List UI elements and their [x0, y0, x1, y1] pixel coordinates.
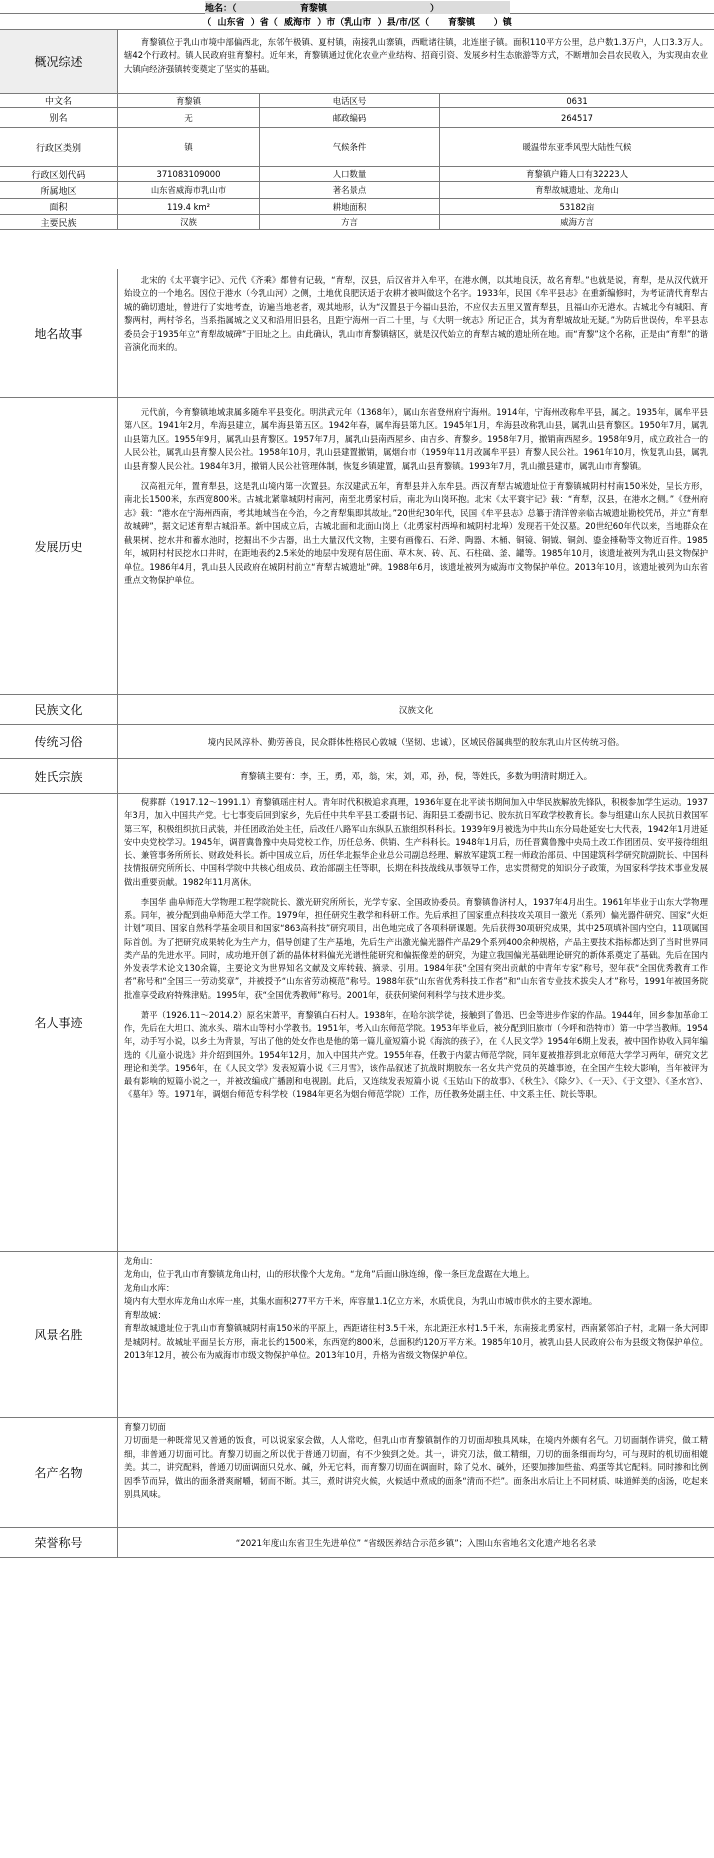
- info-value: 育黎镇户籍人口有32223人: [525, 169, 629, 179]
- info-value: 威海方言: [560, 217, 594, 227]
- info-key: 所属地区: [0, 182, 118, 198]
- product-desc: 刀切面是一种既常见又普通的饭食，可以说家家会做，人人常吃，但乳山市育黎镇制作的刀切面却独具风味，在境内外颇有名气。刀切面制作讲究，做工精细，非普通刀切面可比。育黎刀切面之所以优于普通刀切面，有不少独到之处。其一，讲究刀法，做工精细，刀切的面条细而均匀，可与现时的机切面相媲美。其二，讲究配料，普通刀切面调面只兑水、碱，外无它料，而育黎刀切面在调面时，除了兑水、碱外，还要加掺加些盐、鸡蛋等其它配料。同时掺和比例因季节而异，做出的面条滑爽耐嚼，韧而不断。其三，煮时讲究火候，火候适中煮成的面条“清而不烂”。面条出水后让上不同材质、味道鲜美的卤汤，吃起来别具风味。: [124, 1435, 708, 1500]
- overview-text: 育黎镇位于乳山市境中部偏西北，东邻午极镇、夏村镇，南接乳山寨镇，西毗诸往镇，北连崖子镇。面积110平方公里，总户数1.3万户，人口3.3万人。辖42个行政村。镇人民政府驻育黎村。近年来，育黎镇通过优化农业产业结构、招商引资、发展乡村生态旅游等方式，不断增加会昌农民收入，为实现由农业大镇向经济强镇转变奠定了坚实的基础。: [124, 37, 708, 74]
- overview-label: 概况综述: [0, 30, 118, 93]
- product-heading: 育黎刀切面: [124, 1422, 166, 1432]
- info-key: 电话区号: [260, 94, 440, 107]
- scenery-desc: 育犁故城遗址位于乳山市育黎镇城阴村南150米的平原上，西距诸往村3.5千米，东北距汪水村1.5千米，东南接北勇家村，西南紧邻泊子村，北隔一条大河即是城阴村。故城址平面呈长方形，南北长约1500米，东西宽约800米，总面积约120万平方米。1985年10月，被乳山县人民政府公布为县级文物保护单位。2013年12月，被公布为威海市市级文物保护单位。2013年10月，升格为省级文物保护单位。: [124, 1323, 708, 1361]
- story-row: [0, 269, 714, 398]
- info-row: [0, 128, 714, 167]
- info-row: [0, 108, 714, 128]
- place-name: 育黎镇: [300, 4, 328, 14]
- info-value: 53182亩: [559, 201, 595, 212]
- surnames-text: 育黎镇主要有：李，王，勇，邓，翁，宋，刘，邓，孙，倪，等姓氏，多数为明清时期迁入。: [239, 772, 593, 782]
- honors-text: “2021年度山东省卫生先进单位” “省级医养结合示范乡镇”；入围山东省地名文化遗产地名名录: [235, 1538, 597, 1549]
- info-key: 耕地面积: [260, 199, 440, 214]
- people-label: 名人事迹: [0, 794, 118, 1251]
- info-value: 119.4 km²: [118, 199, 260, 214]
- info-key: 中文名: [0, 94, 118, 107]
- info-row: [0, 167, 714, 182]
- products-text: [118, 1418, 714, 1527]
- products-row: [0, 1418, 714, 1528]
- info-value: 育犁故城遗址、龙角山: [535, 185, 619, 195]
- scenery-heading: 龙角山水库：: [124, 1282, 175, 1293]
- customs-row: [0, 725, 714, 759]
- info-key: 主要民族: [0, 215, 118, 229]
- info-key: 方言: [260, 215, 440, 229]
- person-paragraph: 倪葬群（1917.12～1991.1）育黎镇瑶庄村人。青年时代积极追求真理，1936年夏在北平读书期间加入中华民族解放先锋队，积极参加学生运动。1937年3月，加入中国共产党。七七事变后回到家乡，先后任中共牟平县工委副书记、海阳县工委副书记、胶东抗日军政学校教育长。参与组建山东人民抗日救国军第三军，积极组织抗日武装，并任团政治处主任，后改任八路军山东纵队五旅组织科科长。1939年9月被选为中共山东分局赴延安七大代表，1942年1月进延安中央党校学习。1945年，调晋冀鲁豫中央局党校工作，历任总务、供销、生产科科长。1948年1月后，历任晋冀鲁豫中央局土改工作团团员、安平接待组组长、兼管事务所所长、财政处科长。新中国成立后，历任华北振华企业总公司副总经理、解放军建筑工程一师政治部员、中国建筑科学研究院副院长、中国科技情报研究所所长、中国科学院中共核心组成员、政治部副主任等职，长期在科技战线从事领导工作，忠实贯彻党的知识分子政策，为国家科学技术事业发展做出重要贡献。1982年11月离休。: [124, 797, 708, 887]
- overview-row: [0, 30, 714, 94]
- history-paragraph: 汉高祖元年，置育犁县，这是乳山境内第一次置县。东汉建武五年，育犁县并入东牟县。西汉育犁古城遗址位于育黎镇城阴村村南150米处，呈长方形，南北长1500米，东西宽800米。古城北紧靠城阴村南河，南至北勇家村后，南北为山岗环抱。北宋《太平寰宇记》载：“育犁，汉县，在港水之侧。”《登州府志》载：“港水在宁海州西南，考其地域当在今治，今之育犁集即其故址。”20世纪30年代，民国《牟平县志》总纂于清洋曾亲临古城遗址勘校凭吊，并立“育犁故城碑”，据文记述育犁古城沿革。新中国成立后，古城北面和北面山岗上（北勇家村西埠和城阴村北埠）发现若干处汉墓。20世纪60年代以来，当地群众在截果树、挖水井和蓄水池时，挖掘出不少古器，出土大量汉代文物，主要有画像石、石斧、陶器、木桶、铜镜、铜钺、铜剑、鎏金捶勒等文物近百件。1985年，城阴村村民挖水口井时，在距地表约2.5米处的地层中发现有居住面、草木灰、砖、瓦、石柱础、釜、罐等。1985年10月，该遗址被列为乳山县文物保护单位。1986年4月，乳山县人民政府在城阴村前立“育犁古城遗址”碑。1988年6月，该遗址被列为威海市文物保护单位。2013年10月，该遗址被列为山东省重点文物保护单位。: [124, 480, 708, 585]
- scenery-heading: 育犁故城：: [124, 1309, 166, 1320]
- scenery-desc: 龙角山，位于乳山市育黎镇龙角山村，山的形状像个大龙角。“龙角”后面山脉连绵，像一条巨龙盘踞在大地上。: [124, 1269, 535, 1280]
- info-value: 暖温带东亚季风型大陆性气候: [522, 142, 632, 152]
- person-paragraph: 萧平（1926.11～2014.2）原名宋萧平，育黎镇白石村人。1938年，在哈尔滨学徒，接触到了鲁迅、巴金等进步作家的作品。1944年，回乡参加革命工作，先后在大坦口、流水头、瑞木山等村小学教书。1951年，考入山东师范学院。1953年毕业后，被分配到旧旅市（今呼和浩特市）第一中学当教师。1954年，动手写小说，以乡土为背景，写出了他的处女作也是他的第一篇儿童短篇小说《海滨的孩子》，在《人民文学》1954年6期上发表，被中国作协收入同年编选的《儿童小说选》并介绍到国外。1954年12月，加入中国共产党。1955年春，任教于内蒙古师范学院，同年夏被推荐到北京师范大学学习两年，研究文艺理论和美学。1956年，在《人民文学》发表短篇小说《三月雪》，该作品叙述了抗战时期胶东一名女共产党员的英雄事迹，在全国产生较大影响，当年被评为最有影响的短篇小说之一，并被改编成广播剧和电视剧。此后，又连续发表短篇小说《玉姑山下的故事》、《秋生》、《除夕》、《一天》、《于文望》、《圣水宫》、《墓年》等。1971年，调烟台师范专科学校（1984年更名为烟台师范学院）工作，历任教务处副主任、中文系主任、院长等职。: [124, 1009, 708, 1100]
- info-value: 汉族: [118, 215, 260, 229]
- region-line: （ 山东省 ）省（ 威海市 ）市（乳山市 ）县/市/区（ 育黎镇 ）镇: [0, 14, 714, 30]
- info-key: 著名景点: [260, 182, 440, 198]
- ethnic-row: [0, 695, 714, 725]
- honors-label: 荣誉称号: [0, 1528, 118, 1557]
- customs-label: 传统习俗: [0, 725, 118, 758]
- customs-text: 境内民风淳朴、勤劳善良，民众群体性格民心敦城（坚韧、忠诚），区域民俗属典型的胶东乳山片区传统习俗。: [207, 737, 625, 748]
- info-value: 育黎镇: [118, 94, 260, 107]
- place-name-bar: [205, 1, 510, 14]
- scenery-heading: 龙角山：: [124, 1256, 158, 1266]
- place-suffix: ）: [430, 4, 440, 14]
- info-key: 气候条件: [260, 128, 440, 166]
- scenery-row: [0, 1252, 714, 1418]
- products-label: 名产名物: [0, 1418, 118, 1527]
- surnames-label: 姓氏宗族: [0, 759, 118, 793]
- info-key: 别名: [0, 108, 118, 127]
- people-row: [0, 794, 714, 1252]
- person-paragraph: 李国华 曲阜师范大学物理工程学院院长、激光研究所所长，光学专家、全国政协委员。育黎镇鲁济村人，1937年4月出生。1961年毕业于山东大学物理系。同年，被分配到曲阜师范大学工作。1979年，担任研究生教学和科研工作。先后承担了国家重点科技攻关项目一激光（系列）偏光器件研究、国家“火炬计划”项目、国家自然科学基金项目和国家“863高科技”研究项目，出色地完成了各项科研课题。先后获得30项研究成果，其中25项填补国内空白，11项属国际首创。为了把研究成果转化为生产力，倡导创建了生产基地，先后生产出激光偏光器件产品29个系列400余种规格，产品主要技术指标都达到了当时世界同类产品的先进水平。同时，成功地开创了新的晶体材料偏光光谱性能研究和偏振像差的研究，为建立我国偏光基础理论研究的新体系奠定了基础。先后在国内外发表学术论文130余篇，主要论文为世界知名文献及文库转载、摘录、引用。1984年获“全国有突出贡献的中青年专家”称号，翌年获“全国优秀教育工作者”称号和“全国三一劳动奖章”，并被授予“山东省劳动模范”称号。1988年获“山东省优秀科技工作者”和“山东省专业技术拔尖人才”称号，1991年被国务院批准享受政府特殊津贴。1995年，获“全国优秀教师”称号。2001年，获获何梁何利科学与技术进步奖。: [124, 896, 708, 1000]
- info-key: 行政区划代码: [0, 167, 118, 181]
- info-row: [0, 94, 714, 108]
- info-row: [0, 199, 714, 215]
- info-row: [0, 215, 714, 230]
- history-row: [0, 398, 714, 695]
- info-value: 371083109000: [118, 167, 260, 181]
- surnames-row: [0, 759, 714, 794]
- ethnic-label: 民族文化: [0, 695, 118, 724]
- info-key: 人口数量: [260, 167, 440, 181]
- story-label: 地名故事: [0, 269, 118, 397]
- info-key: 邮政编码: [260, 108, 440, 127]
- info-value: 0631: [566, 95, 588, 106]
- info-value: 山东省威海市乳山市: [118, 182, 260, 198]
- honors-row: [0, 1528, 714, 1558]
- scenery-desc: 境内有大型水库龙角山水库一座，其集水面积277平方千米，库容量1.1亿立方米，水质优良，为乳山市城市供水的主要水源地。: [124, 1296, 598, 1307]
- history-label: 发展历史: [0, 398, 118, 694]
- info-key: 行政区类别: [0, 128, 118, 166]
- scenery-text: [118, 1252, 714, 1417]
- people-text: [118, 794, 714, 1251]
- info-key: 面积: [0, 199, 118, 214]
- place-name-header: [0, 0, 714, 14]
- info-value: 264517: [561, 112, 593, 123]
- info-value: 无: [118, 108, 260, 127]
- history-paragraph: 元代前，今育黎镇地域隶属多随牟平县变化。明洪武元年（1368年），属山东省登州府宁海州。1914年，宁海州改称牟平县，属之。1935年，属牟平县第八区。1941年2月，牟海县建立，属牟海县第五区。1942年春，属牟海县第九区。1945年1月，牟海县改称乳山县，属乳山县育黎区。1950年7月，属乳山县第九区。1955年9月，属乳山县育黎区。1957年7月，属乳山县南西屋乡、由吉乡、育黎乡。1958年7月，撤销南西屋乡。1958年9月，成立政社合一的人民公社，属乳山县育黎人民公社。1958年10月，乳山县建置撤销，属烟台市（1959年11月改属牟平县）育黎人民公社。1961年10月，恢复乳山县，属乳山县育黎人民公社。1984年3月，撤销人民公社管理体制，恢复乡镇建置，属乳山县育黎镇。1993年7月，乳山撤县建市，属乳山市育黎镇。: [124, 407, 708, 471]
- place-label: 地名：（: [205, 4, 237, 14]
- story-text: 北宋的《太平寰宇记》、元代《齐乘》都曾有记载，“育犁，汉县，后汉省并入牟平，在港水侧，以其地良沃，故名育犁。”也就是说，育犁，是从汉代就开始设立的一个地名。因位于港水（今乳山河）之侧，土地优良肥沃适于农耕才被叫做这个名字。1933年，民国《牟平县志》在重新编修时，为考证清代育犁古城的确切遗址，曾进行了实地考查，访遍当地老者，观其地形，认为“汉置县于今福山县治，不应仅去五里又置育犁县，且福山亦无港水。古城北今有城阳、育黎两村，两村爷名，当系指属城之义又和沿用旧县名，且距宁海州一百二十里，与《大明一统志》所记正合，其为育犁城故址无疑。”为防后世误传，牟平县志委员会于1935年立“育犁故城碑”于旧址之上。由此确认，乳山市育黎镇辖区，就是汉代始立的育犁古城的遗址所在地。而“育黎”这个名称，正是由“育犁”的谐音演化而来的。: [124, 275, 708, 353]
- history-text: [118, 398, 714, 694]
- info-row: [0, 182, 714, 199]
- ethnic-text: 汉族文化: [398, 705, 434, 716]
- scenery-label: 风景名胜: [0, 1252, 118, 1417]
- info-value: 镇: [118, 128, 260, 166]
